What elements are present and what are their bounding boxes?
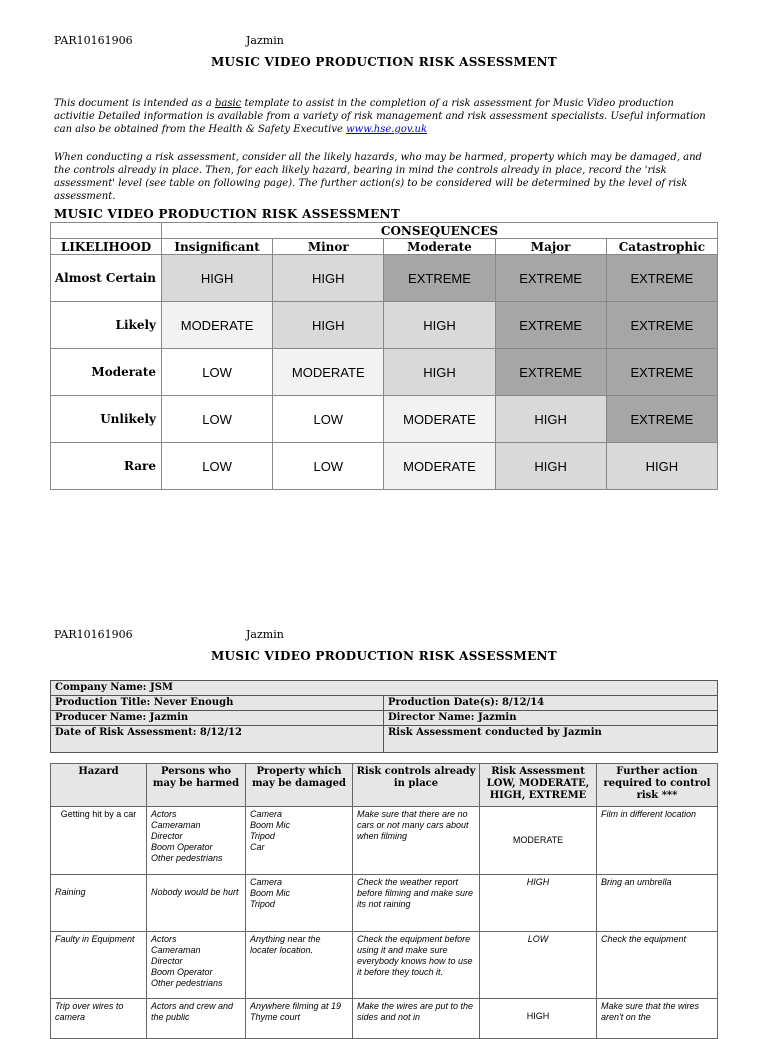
consequences-header: CONSEQUENCES	[162, 223, 718, 239]
intro-text-start: This document is intended as a	[54, 98, 212, 109]
risk-level-cell: EXTREME	[495, 255, 606, 302]
intro-paragraph	[54, 97, 714, 136]
risk-level-cell: LOW	[162, 396, 273, 443]
risk-level-cell: MODERATE	[162, 302, 273, 349]
risk-level-cell: EXTREME	[384, 255, 495, 302]
consequence-col-header: Insignificant	[162, 239, 273, 255]
risk-table-header: Risk Assessment LOW, MODERATE, HIGH, EXTREME	[480, 764, 597, 807]
risk-level-cell: EXTREME	[495, 302, 606, 349]
assessment-cell: HIGH	[480, 875, 597, 932]
production-dates: Production Date(s): 8/12/14	[384, 696, 718, 711]
consequence-col-header: Catastrophic	[606, 239, 717, 255]
consequence-col-header: Moderate	[384, 239, 495, 255]
risk-level-cell: LOW	[162, 443, 273, 490]
action-cell: Check the equipment	[597, 932, 718, 999]
risk-level-cell: EXTREME	[606, 396, 717, 443]
assessment-cell: HIGH	[480, 999, 597, 1039]
risk-level-cell: EXTREME	[606, 302, 717, 349]
risk-level-cell: EXTREME	[606, 349, 717, 396]
risk-level-cell: LOW	[273, 396, 384, 443]
intro-basic-word: basic	[214, 98, 242, 109]
table-row	[51, 999, 718, 1039]
likelihood-label: Likely	[51, 302, 162, 349]
hazard-cell: Trip over wires to camera	[51, 999, 147, 1039]
page2-document-reference: PAR10161906	[54, 628, 133, 641]
property-cell: Anything near the locater location.	[246, 932, 353, 999]
matrix-title: MUSIC VIDEO PRODUCTION RISK ASSESSMENT	[54, 207, 401, 221]
risk-level-cell: HIGH	[495, 396, 606, 443]
likelihood-row	[51, 255, 718, 302]
likelihood-row	[51, 302, 718, 349]
likelihood-header: LIKELIHOOD	[51, 239, 162, 255]
hazard-cell: Faulty in Equipment	[51, 932, 147, 999]
company-name: Company Name: JSM	[51, 681, 718, 696]
table-row	[51, 807, 718, 875]
consequence-col-header: Major	[495, 239, 606, 255]
likelihood-label: Rare	[51, 443, 162, 490]
risk-table-header: Further action required to control risk ***	[597, 764, 718, 807]
persons-cell: Actors and crew and the public	[147, 999, 246, 1039]
likelihood-row	[51, 349, 718, 396]
risk-level-cell: MODERATE	[384, 443, 495, 490]
risk-table-header: Persons who may be harmed	[147, 764, 246, 807]
guidance-paragraph: When conducting a risk assessment, consider all the likely hazards, who may be harmed, property which may be damaged, and the controls already in place. Then, for each likely hazard, bearing in mind the controls already in place, record the 'risk assessment' level (see table on following page). The further action(s) to be considered will be determined by the level of risk assessment.	[54, 152, 702, 202]
action-cell: Bring an umbrella	[597, 875, 718, 932]
risk-level-cell: HIGH	[606, 443, 717, 490]
production-title: Production Title: Never Enough	[51, 696, 384, 711]
risk-level-cell: MODERATE	[384, 396, 495, 443]
document-reference: PAR10161906	[54, 34, 133, 47]
risk-level-cell: HIGH	[384, 302, 495, 349]
page-title: MUSIC VIDEO PRODUCTION RISK ASSESSMENT	[210, 55, 558, 69]
action-cell: Film in different location	[597, 807, 718, 875]
persons-cell: Nobody would be hurt	[147, 875, 246, 932]
director-name: Director Name: Jazmin	[384, 711, 718, 726]
risk-level-cell: EXTREME	[495, 349, 606, 396]
risk-level-cell: HIGH	[273, 255, 384, 302]
risk-assessment-table	[50, 763, 718, 1039]
assessment-cell: MODERATE	[480, 807, 597, 875]
likelihood-label: Moderate	[51, 349, 162, 396]
likelihood-label: Unlikely	[51, 396, 162, 443]
controls-cell: Make sure that there are no cars or not many cars about when filming	[353, 807, 480, 875]
hazard-cell: Getting hit by a car	[51, 807, 147, 875]
hse-link[interactable]: www.hse.gov.uk	[346, 124, 427, 135]
assessment-date: Date of Risk Assessment: 8/12/12	[51, 726, 384, 753]
persons-cell: Actors Cameraman Director Boom Operator Other pedestrians	[147, 932, 246, 999]
likelihood-label: Almost Certain	[51, 255, 162, 302]
persons-cell: Actors Cameraman Director Boom Operator Other pedestrians	[147, 807, 246, 875]
likelihood-row	[51, 443, 718, 490]
hazard-cell: Raining	[51, 875, 147, 932]
action-cell: Make sure that the wires aren't on the	[597, 999, 718, 1039]
matrix-corner	[51, 223, 162, 239]
page2-title: MUSIC VIDEO PRODUCTION RISK ASSESSMENT	[210, 649, 558, 663]
risk-level-cell: MODERATE	[273, 349, 384, 396]
author-name: Jazmin	[246, 34, 284, 47]
risk-level-cell: HIGH	[162, 255, 273, 302]
controls-cell: Make the wires are put to the sides and not in	[353, 999, 480, 1039]
risk-level-cell: HIGH	[273, 302, 384, 349]
page2-author-name: Jazmin	[246, 628, 284, 641]
likelihood-row	[51, 396, 718, 443]
property-cell: Camera Boom Mic Tripod Car	[246, 807, 353, 875]
assessment-cell: LOW	[480, 932, 597, 999]
risk-level-cell: LOW	[162, 349, 273, 396]
property-cell: Camera Boom Mic Tripod	[246, 875, 353, 932]
risk-level-cell: LOW	[273, 443, 384, 490]
intro-text-rest: template to assist in the completion of a risk assessment for Music Video production activitie Detailed information is available from a variety of risk management and risk assessment specialists. Useful information can also be obtained from the Health & Safety Executive	[54, 98, 706, 135]
risk-table-header: Risk controls already in place	[353, 764, 480, 807]
assessment-conducted-by: Risk Assessment conducted by Jazmin	[384, 726, 718, 753]
risk-table-header: Hazard	[51, 764, 147, 807]
risk-matrix	[50, 222, 718, 490]
producer-name: Producer Name: Jazmin	[51, 711, 384, 726]
production-info-table	[50, 680, 718, 753]
controls-cell: Check the equipment before using it and make sure everybody knows how to use it before they touch it.	[353, 932, 480, 999]
risk-level-cell: EXTREME	[606, 255, 717, 302]
risk-table-header: Property which may be damaged	[246, 764, 353, 807]
property-cell: Anywhere filming at 19 Thyme court	[246, 999, 353, 1039]
risk-level-cell: HIGH	[384, 349, 495, 396]
table-row	[51, 875, 718, 932]
consequence-col-header: Minor	[273, 239, 384, 255]
risk-level-cell: HIGH	[495, 443, 606, 490]
controls-cell: Check the weather report before filming and make sure its not raining	[353, 875, 480, 932]
table-row	[51, 932, 718, 999]
